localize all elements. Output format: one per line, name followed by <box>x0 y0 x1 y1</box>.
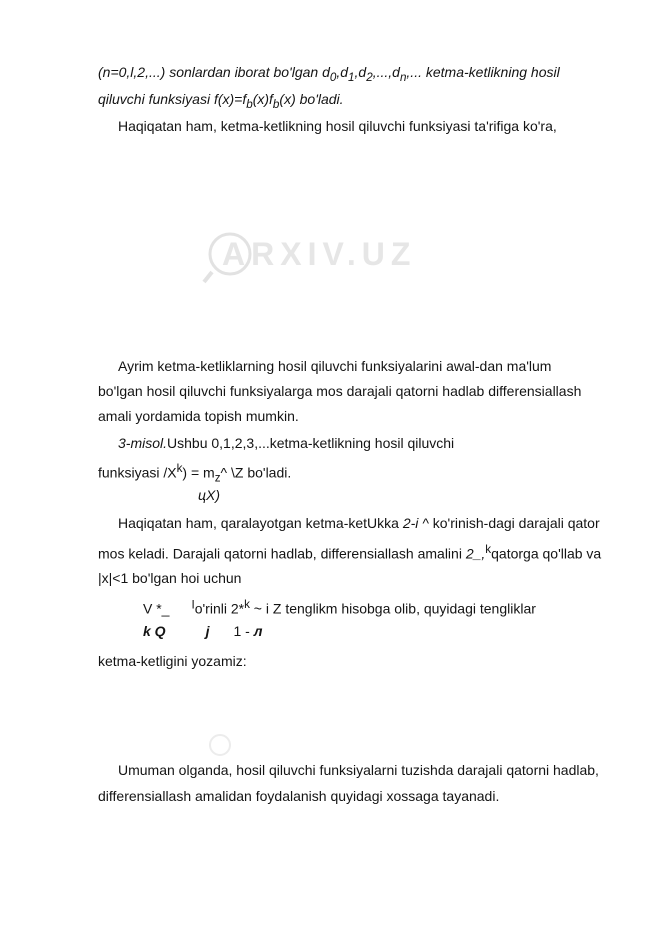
example-function-line: funksiyasi $/X^k$) = $m_z\^{}$ \Z bo'ladi. <box>98 462 292 485</box>
p1-line-1: Ayrim ketma-ketliklarning hosil qiluvchi funksiyalarini awal-dan ma'lum <box>118 358 552 374</box>
watermark-text: ARXIV.UZ <box>222 236 417 272</box>
p2-line-3: |x|<1 bo'lgan hoi uchun <box>98 570 242 586</box>
example-line: 3-misol.Ushbu 0,1,2,3,...ketma-ketlikning hosil qiluvchi <box>118 435 455 451</box>
formula-row-1: V *_ $^I$o'rinli 2*$^k$ ~ i Z tenglikm hisobga olib, quyidagi tengliklar <box>143 598 536 617</box>
intro-line-1: (n=0,l,2,...) sonlardan iborat bo'lgan $d_0,d_1,d_2,...,d_n$,... ketma-ketlikning hosil <box>98 64 560 84</box>
p2-line-4: ketma-ketligini yozamiz: <box>98 653 247 669</box>
p2-line-2: mos keladi. Darajali qatorni hadlab, differensiallash amalini 2_,$^k$qatorga qo'llab va <box>98 543 602 562</box>
example-denominator: цX) <box>198 487 221 503</box>
p1-line-2: bo'lgan hosil qiluvchi funksiyalarga mos darajali qatorni hadlab differensiallash <box>98 383 582 399</box>
intro-line-3: Haqiqatan ham, ketma-ketlikning hosil qiluvchi funksiyasi ta'rifiga ko'ra, <box>118 118 557 134</box>
p3-line-2: differensiallash amalidan foydalanish quyidagi xossaga tayanadi. <box>98 788 500 804</box>
p1-line-3: amali yordamida topish mumkin. <box>98 408 299 424</box>
intro-line-2: qiluvchi funksiyasi $f(x)=f_b(x)f_b(x)$ bo'ladi. <box>98 91 344 111</box>
p3-line-1: Umuman olganda, hosil qiluvchi funksiyalarni tuzishda darajali qatorni hadlab, <box>118 762 599 778</box>
formula-row-2: k Q j 1 - л <box>143 623 263 639</box>
example-label: 3-misol. <box>118 435 168 451</box>
watermark <box>200 220 417 290</box>
p2-line-1: Haqiqatan ham, qaralayotgan ketma-ketUkka 2-i ^ ko'rinish-dagi darajali qator <box>118 515 600 531</box>
watermark-small-icon <box>205 730 235 765</box>
